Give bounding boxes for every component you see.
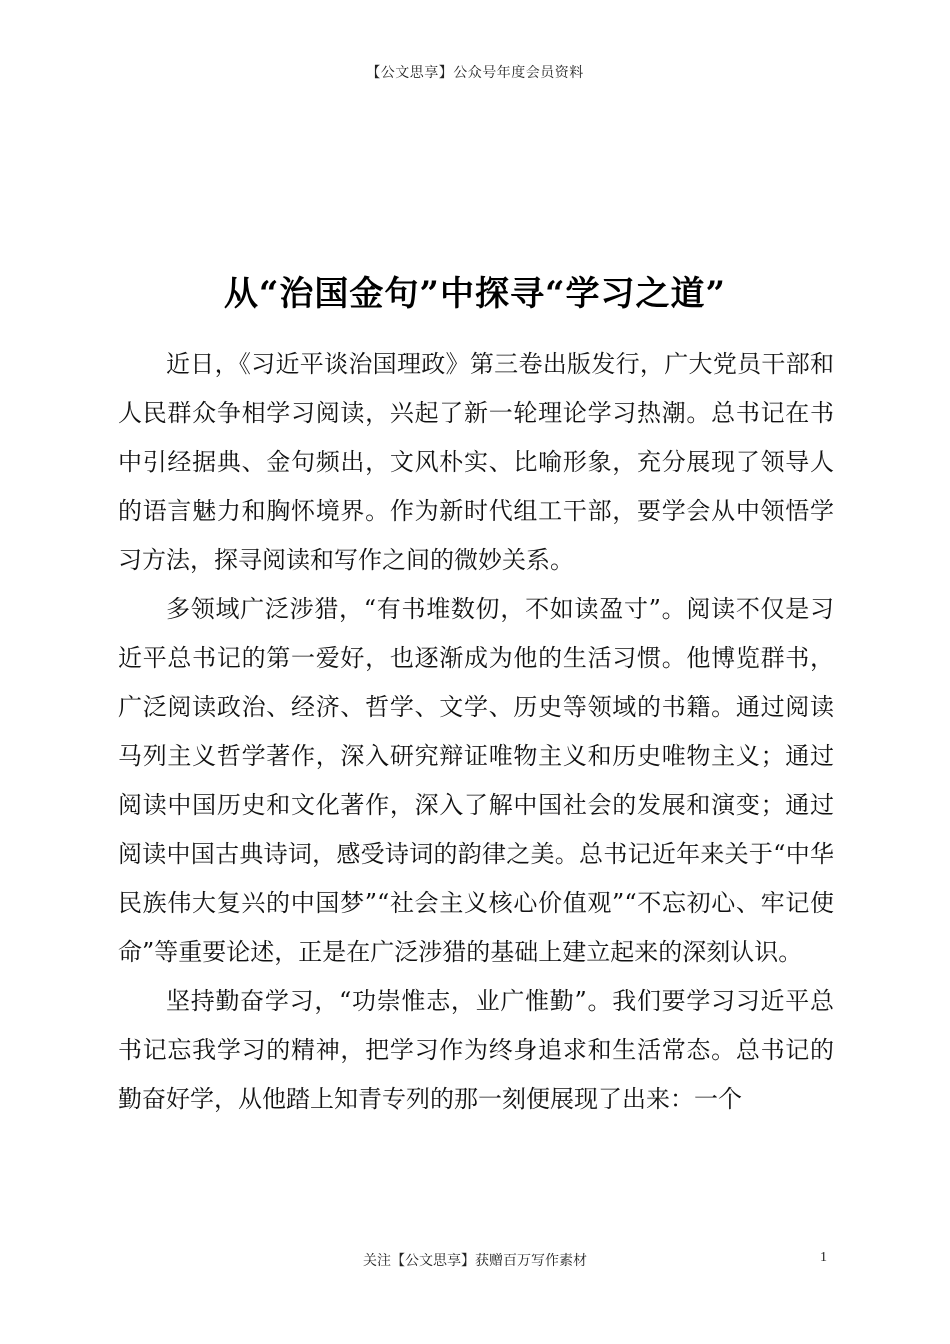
paragraph-3: 坚持勤奋学习，“功崇惟志，业广惟勤”。我们要学习习近平总书记忘我学习的精神，把学习作为终身追求和生活常态。总书记的勤奋好学，从他踏上知青专列的那一刻便展现了出来：一个 xyxy=(118,987,834,1113)
paragraph-2: 多领域广泛涉猎，“有书堆数仞，不如读盈寸”。阅读不仅是习近平总书记的第一爱好，也逐渐成为他的生活习惯。他博览群书，广泛阅读政治、经济、哲学、文学、历史等领域的书籍。通过阅读马列主义哲学著作，深入研究辩证唯物主义和历史唯物主义；通过阅读中国历史和文化著作，深入了解中国社会的发展和演变；通过阅读中国古典诗词，感受诗词的韵律之美。总书记近年来关于“中华民族伟大复兴的中国梦”“社会主义核心价值观”“不忘初心、牢记使命”等重要论述，正是在广泛涉猎的基础上建立起来的深刻认识。 xyxy=(118,595,834,966)
document-title: 从“治国金句”中探寻“学习之道” xyxy=(223,274,727,314)
document-body xyxy=(118,340,834,1124)
page-header: 【公文思享】公众号年度会员资料 xyxy=(366,65,584,81)
page-footer: 关注【公文思享】获赠百万写作素材 xyxy=(363,1253,587,1269)
page-number: 1 xyxy=(820,1250,827,1265)
paragraph-1: 近日，《习近平谈治国理政》第三卷出版发行，广大党员干部和人民群众争相学习阅读，兴起了新一轮理论学习热潮。总书记在书中引经据典、金句频出，文风朴实、比喻形象，充分展现了领导人的语言魅力和胸怀境界。作为新时代组工干部，要学会从中领悟学习方法，探寻阅读和写作之间的微妙关系。 xyxy=(118,350,834,574)
